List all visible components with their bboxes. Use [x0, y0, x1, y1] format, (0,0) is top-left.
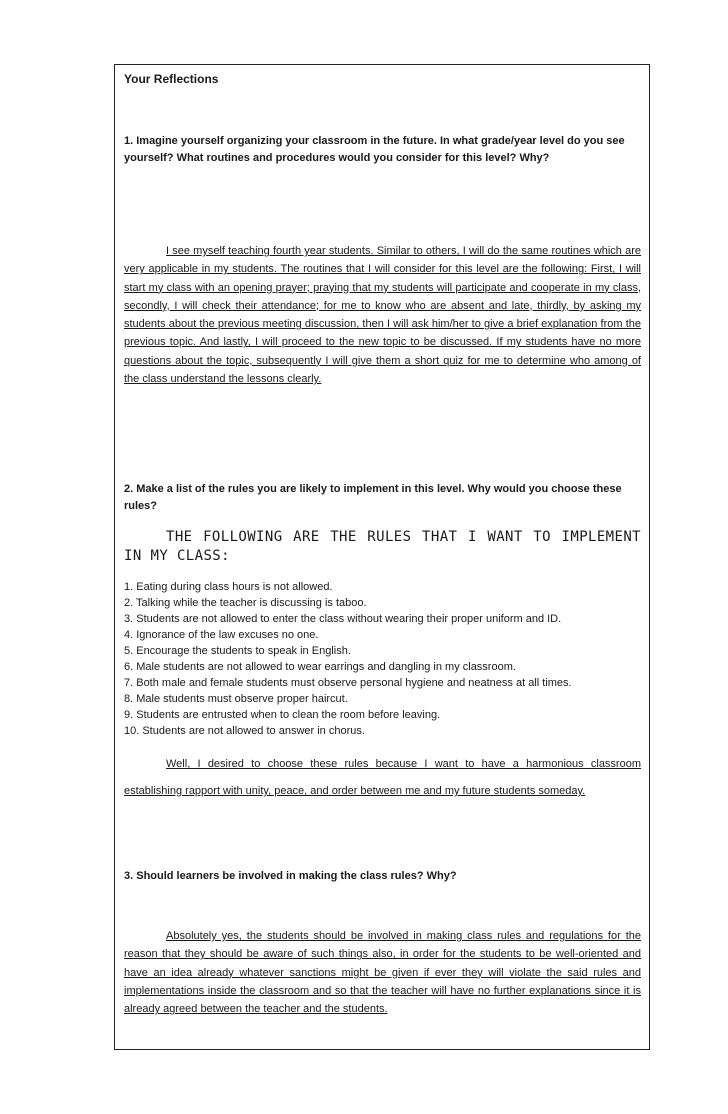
- list-item: 7. Both male and female students must observe personal hygiene and neatness at all times.: [124, 677, 572, 689]
- list-item: 10. Students are not allowed to answer in chorus.: [124, 725, 365, 737]
- answer-3: Absolutely yes, the students should be involved in making class rules and regulations for the reason that they should be aware of such things also, in order for the students to be well-oriented and have an idea already whatever sanctions might be given if ever they will violate the said rules and implementations inside the classroom and so that the teacher will have no further explanations since it is already agreed between the teacher and the students.: [124, 930, 641, 1016]
- rules-list: [124, 579, 641, 739]
- list-item: 2. Talking while the teacher is discussing is taboo.: [124, 597, 367, 609]
- answer-1: I see myself teaching fourth year students. Similar to others, I will do the same routines which are very applicable in my students. The routines that I will consider for this level are the following: First, I will start my class with an opening prayer; praying that my students will participate and cooperate in my class, secondly, I will check their attendance; for me to know who are absent and late, thirdly, by asking my students about the previous meeting discussion, then I will ask him/her to give a brief explanation from the previous topic. And lastly, I will proceed to the new topic to be discussed. If my students have no more questions about the topic, subsequently I will give them a short quiz for me to determine who among of the class understand the lessons clearly.: [124, 245, 641, 386]
- section-heading: Your Reflections: [124, 72, 219, 86]
- list-item: 9. Students are entrusted when to clean the room before leaving.: [124, 709, 441, 721]
- question-2: 2. Make a list of the rules you are likely to implement in this level. Why would you choose these rules?: [124, 483, 622, 512]
- list-item: 4. Ignorance of the law excuses no one.: [124, 629, 319, 641]
- question-1: 1. Imagine yourself organizing your classroom in the future. In what grade/year level do you see yourself? What routines and procedures would you consider for this level? Why?: [124, 135, 625, 164]
- answer-2: Well, I desired to choose these rules because I want to have a harmonious classroom establishing rapport with unity, peace, and order between me and my future students someday.: [124, 758, 641, 797]
- list-item: 6. Male students are not allowed to wear earrings and dangling in my classroom.: [124, 661, 516, 673]
- list-item: 3. Students are not allowed to enter the class without wearing their proper uniform and ID.: [124, 613, 562, 625]
- rules-banner: THE FOLLOWING ARE THE RULES THAT I WANT TO IMPLEMENT IN MY CLASS:: [124, 529, 641, 564]
- question-3: 3. Should learners be involved in making the class rules? Why?: [124, 870, 457, 882]
- reflection-box: [114, 64, 650, 1050]
- list-item: 8. Male students must observe proper haircut.: [124, 693, 348, 705]
- list-item: 5. Encourage the students to speak in English.: [124, 645, 351, 657]
- list-item: 1. Eating during class hours is not allowed.: [124, 581, 333, 593]
